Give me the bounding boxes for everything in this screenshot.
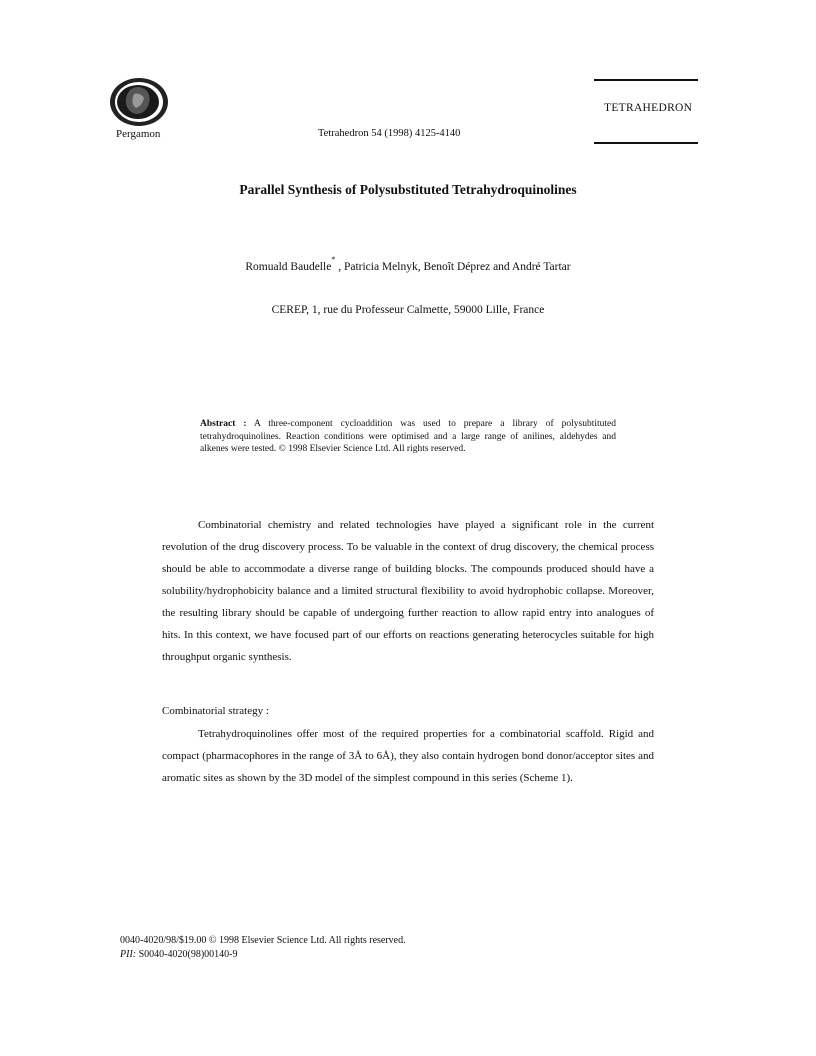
corresponding-author-mark: * (331, 255, 336, 264)
author-affiliation: CEREP, 1, rue du Professeur Calmette, 59000 Lille, France (271, 304, 545, 316)
header-rule-bottom (594, 142, 698, 144)
journal-name: TETRAHEDRON (604, 102, 693, 114)
copyright-line: 0040-4020/98/$19.00 © 1998 Elsevier Science Ltd. All rights reserved. (120, 935, 406, 946)
first-author: Romuald Baudelle (245, 260, 332, 273)
author-list (0, 255, 816, 273)
article-title: Parallel Synthesis of Polysubstituted Tetrahydroquinolines (239, 182, 577, 197)
pergamon-logo-icon (108, 76, 170, 128)
pii-line (120, 948, 406, 962)
header-rule-top (594, 79, 698, 81)
journal-citation: Tetrahedron 54 (1998) 4125-4140 (318, 128, 461, 139)
body-paragraph-2: Tetrahydroquinolines offer most of the required properties for a combinatorial scaffold. Rigid and compact (pharmacophores in the range of 3Å to 6Å), they also contain hydrogen bond donor/acceptor sites and aromatic sites as shown by the 3D model of the simplest compound in this series (Scheme 1). (162, 728, 654, 784)
pii-value: S0040-4020(98)00140-9 (138, 949, 238, 960)
abstract-text: A three-component cycloaddition was used to prepare a library of polysubtituted tetrahydroquinolines. Reaction conditions were optimised and a large range of anilines, aldehydes and alkenes were tested. © 1998 Elsevier Science Ltd. All rights reserved. (200, 419, 616, 454)
body-paragraph-1: Combinatorial chemistry and related technologies have played a significant role in the current revolution of the drug discovery process. To be valuable in the context of drug discovery, the chemical process should be able to accommodate a diverse range of building blocks. The compounds produced should have a solubility/hydrophobicity balance and a limited structural flexibility to avoid hydrophobic collapse. Moreover, the resulting library should be capable of undergoing further reaction to allow rapid entry into analogues of hits. In this context, we have focused part of our efforts on reactions generating heterocycles suitable for high throughput organic synthesis. (162, 519, 654, 663)
publisher-name: Pergamon (116, 128, 161, 140)
footer (120, 934, 406, 962)
abstract (200, 418, 616, 456)
other-authors: , Patricia Melnyk, Benoît Déprez and André Tartar (338, 260, 571, 273)
section-heading: Combinatorial strategy : (162, 705, 269, 717)
abstract-label: Abstract : (200, 419, 247, 429)
pii-label: PII: (120, 949, 137, 960)
